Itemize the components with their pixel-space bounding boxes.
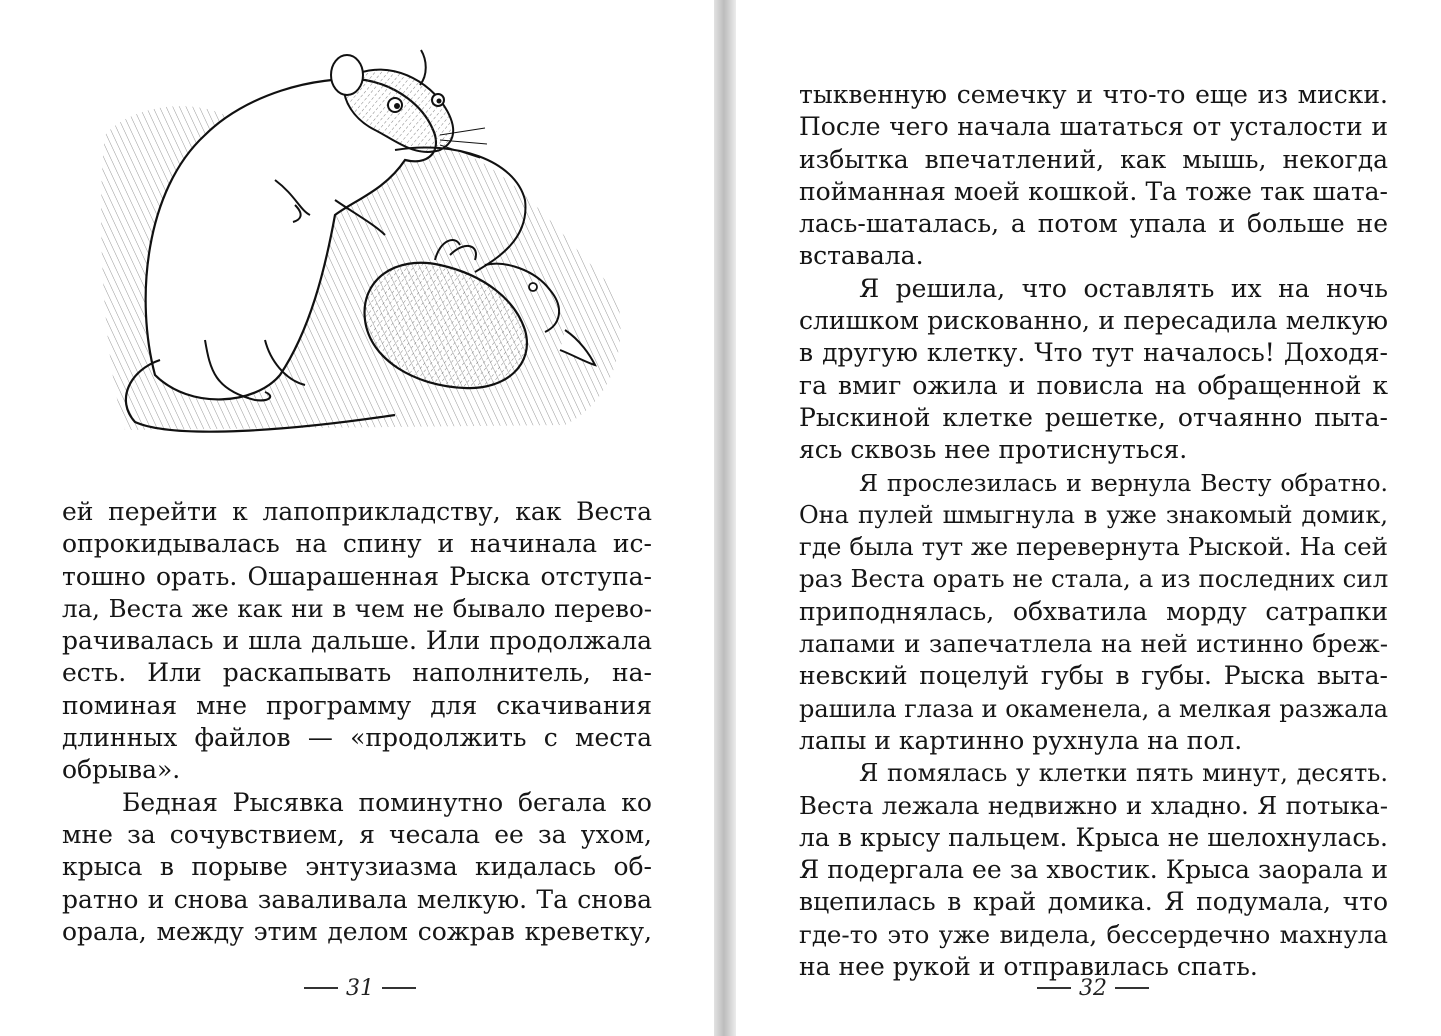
text-line: ла в крысу пальцем. Крыса не шелохнулась.: [799, 822, 1388, 852]
text-line: ратно и снова заваливала мелкую. Та снова: [62, 884, 652, 914]
text-line: длинных файлов — «продолжить с места: [62, 723, 652, 753]
text-line: вставала.: [799, 241, 924, 271]
text-line: ла, Веста же как ни в чем не бывало перево-: [62, 593, 652, 623]
text-line: рашила глаза и окаменела, а мелкая разжала: [799, 694, 1388, 723]
page-number: 32: [1079, 975, 1107, 1001]
text-line: Я прослезилась и вернула Весту обратно.: [859, 468, 1388, 497]
text-line: Она пулей шмыгнула в уже знакомый домик,: [799, 500, 1388, 529]
text-line: на нее рукой и отправилась спать.: [799, 952, 1258, 982]
text-line: слишком рискованно, и пересадила мелкую: [799, 306, 1388, 336]
text-line: где-то это уже видела, бессердечно махнула: [799, 919, 1388, 949]
text-line: Я подергала ее за хвостик. Крыса заорала и: [799, 855, 1388, 885]
page-number-left: [304, 976, 416, 1000]
text-line: опрокидывалась на спину и начинала ис-: [62, 529, 652, 559]
text-line: крыса в порыве энтузиазма кидалась об-: [62, 852, 652, 882]
text-line: га вмиг ожила и повисла на обращенной к: [799, 370, 1388, 400]
text-line: в другую клетку. Что тут началось! Доходя-: [799, 338, 1388, 368]
text-line: обрыва».: [62, 755, 181, 785]
text-line: После чего начала шататься от усталости и: [799, 112, 1388, 142]
text-line: раз Веста орать не стала, а из последних сил: [799, 564, 1389, 594]
text-line: есть. Или раскапывать наполнитель, на-: [62, 658, 652, 688]
text-line: лапы и картинно рухнула на пол.: [799, 725, 1243, 755]
book-gutter: [714, 0, 736, 1036]
rats-wrestling-illustration: [95, 40, 635, 445]
text-line: Я решила, что оставлять их на ночь: [859, 273, 1388, 303]
text-line: тыквенную семечку и что-то еще из миски.: [799, 80, 1388, 109]
text-line: тошно орать. Ошарашенная Рыска отступа-: [62, 561, 652, 591]
text-line: орала, между этим делом сожрав креветку,: [62, 916, 652, 946]
page-number: 31: [346, 975, 374, 1001]
text-line: ей перейти к лапоприкладству, как Веста: [62, 497, 652, 526]
text-line: Веста лежала недвижно и хладно. Я потыка-: [799, 790, 1388, 820]
text-line: приподнялась, обхватила морду сатрапки: [799, 596, 1388, 626]
text-line: избытка впечатлений, как мышь, некогда: [799, 144, 1388, 174]
text-line: рачивалась и шла дальше. Или продолжала: [62, 626, 652, 656]
text-line: лась-шаталась, а потом упала и больше не: [799, 209, 1388, 239]
text-line: вцепилась в край домика. Я подумала, что: [799, 887, 1388, 917]
folio-rule: [382, 987, 416, 989]
text-line: мне за сочувствием, я чесала ее за ухом,: [62, 819, 652, 849]
left-page-text: [62, 496, 652, 948]
folio-rule: [1037, 987, 1071, 989]
page-number-right: [1037, 976, 1149, 1000]
text-line: где была тут же перевернута Рыской. На сей: [799, 532, 1388, 562]
text-line: невский поцелуй губы в губы. Рыска выта-: [799, 661, 1388, 691]
text-line: Бедная Рысявка поминутно бегала ко: [122, 787, 652, 817]
text-line: пойманная моей кошкой. Та тоже так шата-: [799, 176, 1388, 206]
left-page: [0, 0, 714, 1036]
text-line: лапами и запечатлела на ней истинно бреж-: [799, 629, 1388, 659]
text-line: ясь сквозь нее протиснуться.: [799, 435, 1188, 465]
right-page-text: [799, 79, 1388, 983]
text-line: поминая мне программу для скачивания: [62, 690, 652, 720]
text-line: Рыскиной клетке решетке, отчаянно пыта-: [799, 402, 1388, 432]
folio-rule: [304, 987, 338, 989]
folio-rule: [1115, 987, 1149, 989]
text-line: Я помялась у клетки пять минут, десять.: [859, 759, 1388, 788]
